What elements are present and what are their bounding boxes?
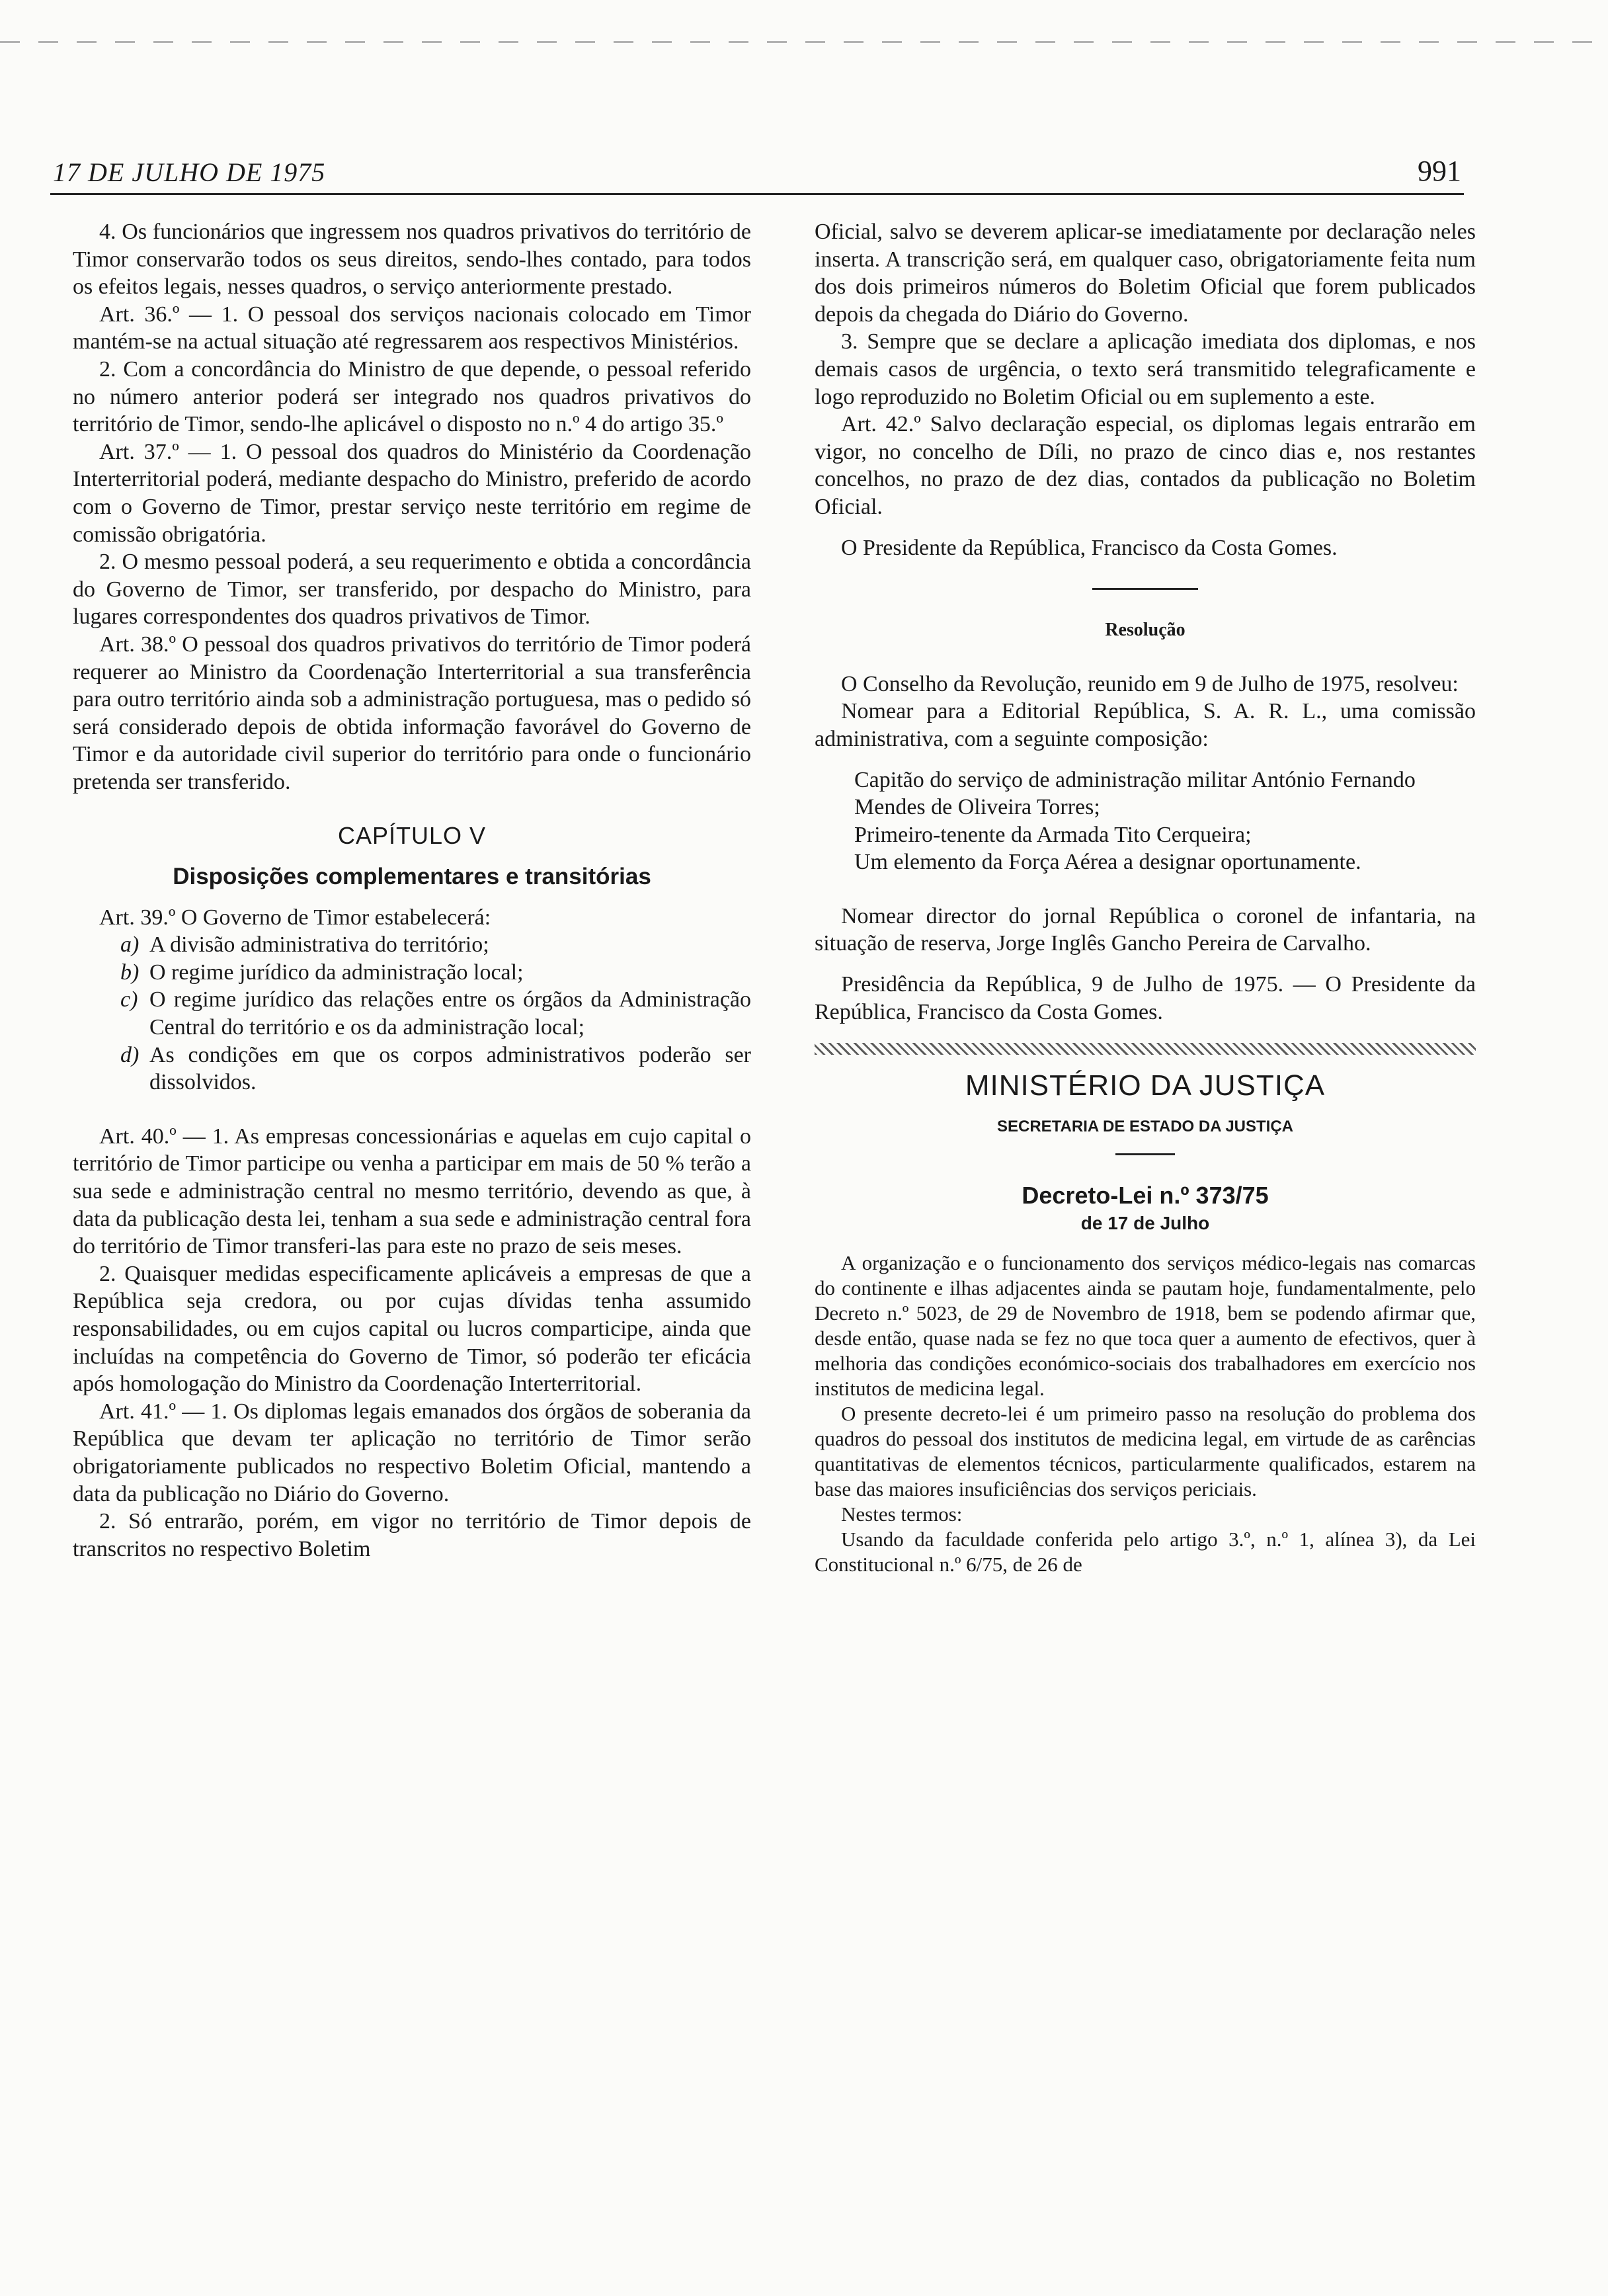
paragraph: Nomear director do jornal República o coronel de infantaria, na situação de reserva, Jorge Inglês Gancho Pereira de Carvalho. bbox=[815, 903, 1476, 956]
paragraph: 3. Sempre que se declare a aplicação imediata dos diplomas, e nos demais casos de urgência, o texto será transmitido telegraficamente e logo reproduzido no Boletim Oficial ou em suplemento a este. bbox=[815, 329, 1476, 409]
top-scan-line bbox=[0, 41, 1608, 43]
list-item: d) As condições em que os corpos administrativos poderão ser dissolvidos. bbox=[120, 1042, 751, 1095]
signature: Presidência da República, 9 de Julho de 1975. — O Presidente da República, Francisco da Costa Gomes. bbox=[815, 972, 1476, 1024]
list-item: b) O regime jurídico da administração local; bbox=[120, 960, 524, 985]
list-item: a) A divisão administrativa do território; bbox=[120, 932, 489, 958]
header-date: 17 DE JULHO DE 1975 bbox=[53, 157, 326, 187]
article-36: Art. 36.º — 1. O pessoal dos serviços nacionais colocado em Timor mantém-se na actual situação até regressarem aos respectivos Ministérios. bbox=[73, 302, 751, 354]
commission-members bbox=[854, 766, 1476, 876]
article-39: Art. 39.º O Governo de Timor estabelecerá: bbox=[99, 905, 491, 930]
list-item: c) O regime jurídico das relações entre os órgãos da Administração Central do território e os da administração local; bbox=[120, 987, 751, 1040]
paragraph: 2. Só entrarão, porém, em vigor no território de Timor depois de transcritos no respectivo Boletim bbox=[73, 1509, 751, 1561]
ministry-heading: MINISTÉRIO DA JUSTIÇA bbox=[965, 1069, 1326, 1102]
paragraph: O Conselho da Revolução, reunido em 9 de Julho de 1975, resolveu: bbox=[841, 671, 1459, 696]
chapter-heading: CAPÍTULO V bbox=[337, 822, 487, 850]
paragraph: 4. Os funcionários que ingressem nos quadros privativos do território de Timor conservarão todos os seus direitos, sendo-lhes contado, para todos os efeitos legais, nesses quadros, o serviço anteriormente prestado. bbox=[73, 220, 751, 300]
article-39-list bbox=[120, 931, 751, 1096]
article-41: Art. 41.º — 1. Os diplomas legais emanados dos órgãos de soberania da República que devam ter aplicação no território de Timor serão obrigatoriamente publicados no respectivo Boletim Oficial, mantendo a data da publicação no Diário do Governo. bbox=[73, 1399, 751, 1506]
paragraph: 2. Com a concordância do Ministro de que depende, o pessoal referido no número anterior poderá ser integrado nos quadros privativos do território de Timor, sendo-lhe aplicável o disposto no n.º 4 do artigo 35.º bbox=[73, 356, 751, 437]
paragraph: 2. O mesmo pessoal poderá, a seu requerimento e obtida a concordância do Governo de Timor, ser transferido, por despacho do Ministro, para lugares correspondentes dos quadros privativos de Timor. bbox=[73, 550, 751, 630]
chapter-title: Disposições complementares e transitórias bbox=[173, 864, 651, 890]
article-37: Art. 37.º — 1. O pessoal dos quadros do Ministério da Coordenação Interterritorial poderá, mediante despacho do Ministro, preferido de acordo com o Governo de Timor, prestar serviço neste território em regime de comissão obrigatória. bbox=[73, 439, 751, 547]
article-38: Art. 38.º O pessoal dos quadros privativos do território de Timor poderá requerer ao Ministro da Coordenação Interterritorial a sua transferência para outro território ainda sob a administração portuguesa, mas o pedido só será considerado depois de obtida informação favorável do Governo de Timor e da autoridade civil superior do território para onde o funcionário pretenda ser transferido. bbox=[73, 632, 751, 794]
header-rule bbox=[50, 193, 1464, 195]
left-column bbox=[73, 218, 751, 1563]
page-number: 991 bbox=[1418, 155, 1461, 187]
list-item: Um elemento da Força Aérea a designar oportunamente. bbox=[854, 850, 1361, 875]
right-column bbox=[815, 218, 1476, 1577]
article-40: Art. 40.º — 1. As empresas concessionárias e aquelas em cujo capital o território de Timor participe ou venha a participar em mais de 50 % terão a sua sede e administração central no mesmo território, devendo as que, à data da publicação desta lei, tenham a sua sede e administração central fora do território de Timor transferi-las para este no prazo de seis meses. bbox=[73, 1124, 751, 1259]
ornamental-divider bbox=[815, 1043, 1476, 1055]
list-item: Capitão do serviço de administração militar António Fernando Mendes de Oliveira Torres; bbox=[854, 767, 1416, 820]
paragraph: A organização e o funcionamento dos serviços médico-legais nas comarcas do continente e ilhas adjacentes ainda se pautam hoje, fundamentalmente, pelo Decreto n.º 5023, de 29 de Novembro de 1918, bem se podendo afirmar que, desde então, quase nada se fez no que toca quer a aumento de efectivos, quer à melhoria das condições económico-sociais dos trabalhadores em exercício nos institutos de medicina legal. bbox=[815, 1250, 1476, 1400]
paragraph: 2. Quaisquer medidas especificamente aplicáveis a empresas de que a República seja credora, ou por cujas dívidas tenha assumido responsabilidades, ou em cujos capital ou lucros comparticipe, ainda que incluídas na competência do Governo de Timor, só poderão ter eficácia após homologação do Ministro da Coordenação Interterritorial. bbox=[73, 1261, 751, 1397]
paragraph: Nestes termos: bbox=[841, 1502, 963, 1526]
decree-title: Decreto-Lei n.º 373/75 bbox=[1022, 1182, 1269, 1210]
paragraph: Nomear para a Editorial República, S. A. R. L., uma comissão administrativa, com a seguinte composição: bbox=[815, 699, 1476, 751]
paragraph: Oficial, salvo se deverem aplicar-se imediatamente por declaração neles inserta. A transcrição será, em qualquer caso, obrigatoriamente feita num dos dois primeiros números do Boletim Oficial que forem publicados depois da chegada do Diário do Governo. bbox=[815, 220, 1476, 327]
resolution-heading: Resolução bbox=[1105, 620, 1186, 641]
secretariat-heading: SECRETARIA DE ESTADO DA JUSTIÇA bbox=[996, 1117, 1294, 1135]
paragraph: O presente decreto-lei é um primeiro passo na resolução do problema dos quadros do pessoal dos institutos de medicina legal, em virtude de as carências quantitativas de elementos técnicos, particularmente qualificados, estarem na base das maiores insuficiências dos serviços periciais. bbox=[815, 1401, 1476, 1500]
paragraph: Usando da faculdade conferida pelo artigo 3.º, n.º 1, alínea 3), da Lei Constitucional n.º 6/75, de 26 de bbox=[815, 1527, 1476, 1576]
list-item: Primeiro-tenente da Armada Tito Cerqueira; bbox=[854, 822, 1252, 847]
decree-date: de 17 de Julho bbox=[1080, 1213, 1210, 1234]
signature: O Presidente da República, Francisco da Costa Gomes. bbox=[841, 535, 1338, 560]
page-header bbox=[53, 151, 1461, 190]
article-42: Art. 42.º Salvo declaração especial, os diplomas legais entrarão em vigor, no concelho de Díli, no prazo de cinco dias e, nos restantes concelhos, no prazo de dez dias, contados da publicação no Boletim Oficial. bbox=[815, 412, 1476, 519]
